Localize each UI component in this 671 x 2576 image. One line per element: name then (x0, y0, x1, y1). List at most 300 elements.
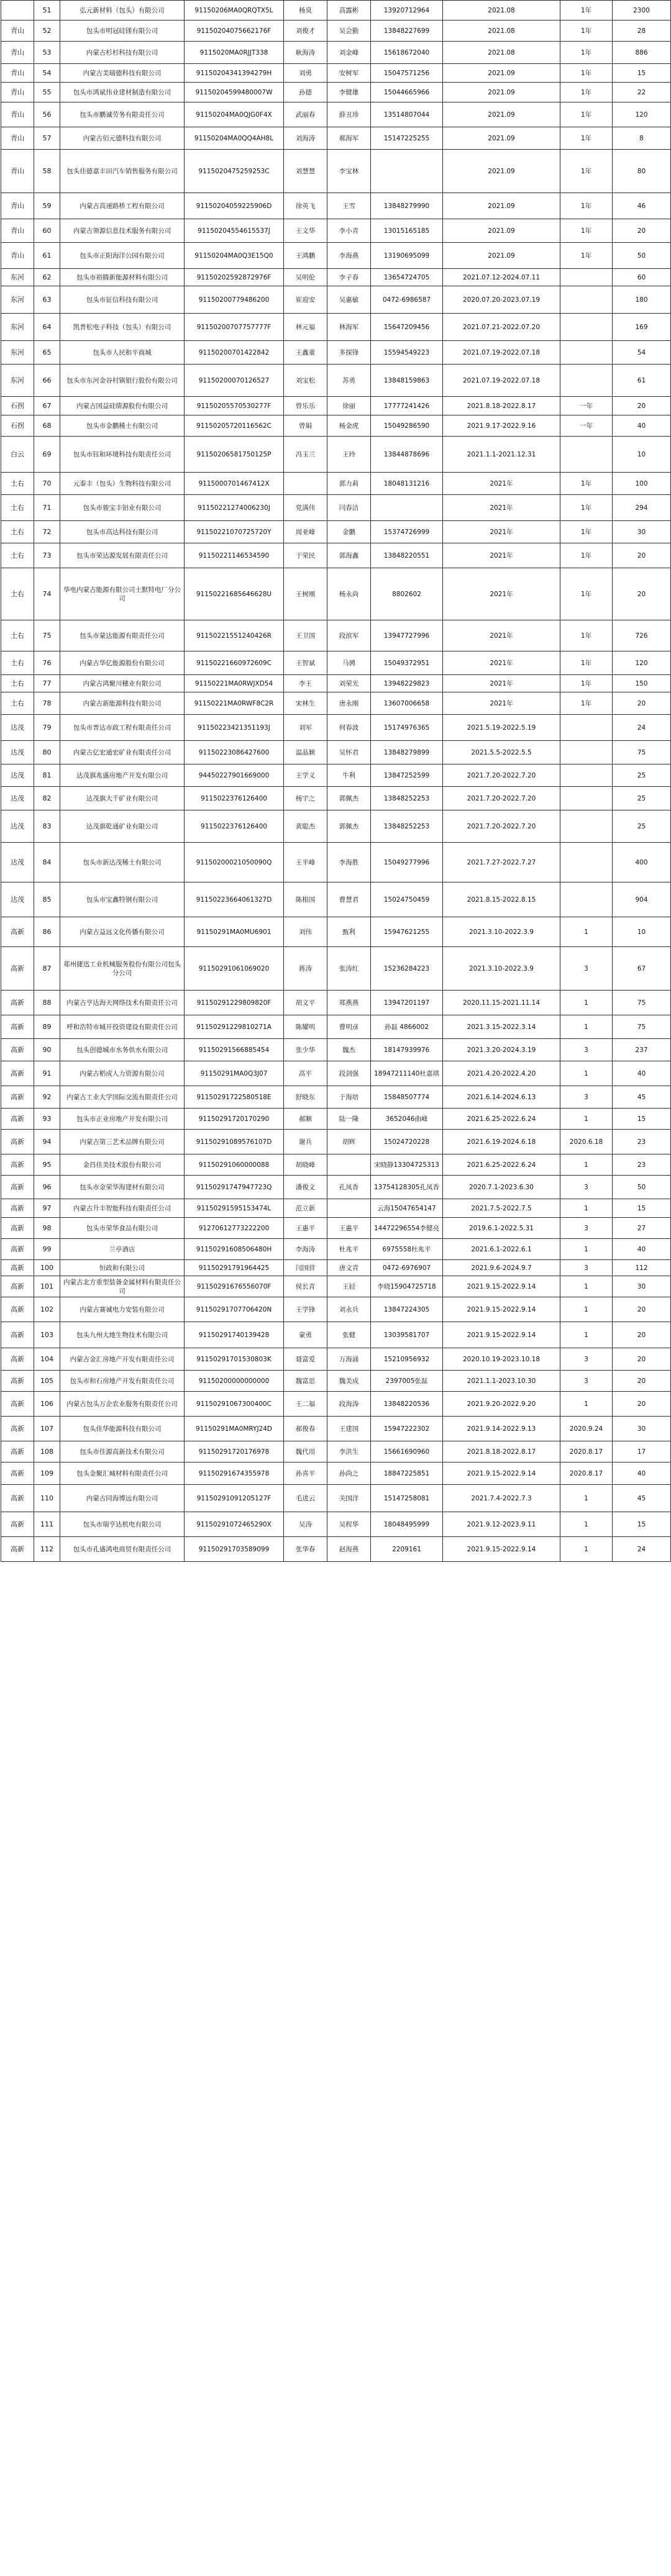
cell-code: 91150221070725720Y (185, 521, 284, 543)
cell-date: 2021.7.20-2022.7.20 (443, 764, 560, 787)
table-row (1, 1392, 671, 1417)
cell-name: 包头市东河金谷村镇银行股份有限公司 (60, 365, 185, 397)
cell-legal: 王二福 (284, 1392, 327, 1417)
cell-no: 60 (34, 219, 60, 243)
cell-area: 土右 (1, 473, 34, 495)
cell-count: 20 (613, 1392, 671, 1417)
cell-date: 2021年 (443, 692, 560, 715)
cell-code: 91150291091205127F (185, 1485, 284, 1512)
cell-name: 包头创德城市水务供水有限公司 (60, 1039, 185, 1061)
cell-code: 91150291720170290 (185, 1109, 284, 1130)
cell-contact: 王玲 (327, 437, 371, 473)
cell-term: 1年 (560, 692, 613, 715)
cell-name: 弘元新材料（包头）有限公司 (60, 1, 185, 20)
cell-legal: 武丽春 (284, 102, 327, 127)
cell-phone: 15618672040 (371, 42, 443, 64)
cell-area: 石拐 (1, 397, 34, 415)
cell-term: 1 (560, 1015, 613, 1039)
cell-date: 2021.07.19-2022.07.18 (443, 365, 560, 397)
cell-code: 91150200701422842 (185, 341, 284, 365)
table-row (1, 1348, 671, 1371)
cell-name: 包头市裕腾新能源材料有限公司 (60, 269, 185, 286)
cell-legal: 高平 (284, 1061, 327, 1086)
cell-area: 高新 (1, 1130, 34, 1154)
cell-no: 72 (34, 521, 60, 543)
cell-no: 108 (34, 1441, 60, 1463)
cell-count: 46 (613, 193, 671, 219)
cell-phone: 15047571256 (371, 64, 443, 83)
cell-no: 96 (34, 1176, 60, 1199)
cell-code: 91150200021050090Q (185, 843, 284, 882)
cell-date: 2020.11.15-2021.11.14 (443, 991, 560, 1015)
cell-count: 27 (613, 1218, 671, 1239)
cell-count: 20 (613, 219, 671, 243)
cell-code: 91150204MA0QJG0F4X (185, 102, 284, 127)
cell-code: 91150291701530803K (185, 1348, 284, 1371)
table-row (1, 715, 671, 741)
cell-count: 20 (613, 1371, 671, 1392)
cell-contact: 马骋 (327, 651, 371, 675)
cell-contact: 李子春 (327, 269, 371, 286)
cell-phone: 13015165185 (371, 219, 443, 243)
cell-area: 青山 (1, 219, 34, 243)
cell-no: 105 (34, 1371, 60, 1392)
cell-contact: 金鹏 (327, 521, 371, 543)
cell-area: 高新 (1, 1154, 34, 1176)
cell-no: 88 (34, 991, 60, 1015)
cell-count: 20 (613, 543, 671, 568)
table-row (1, 127, 671, 150)
cell-date: 2021.3.20-2024.3.19 (443, 1039, 560, 1061)
cell-phone: 15044665966 (371, 83, 443, 102)
cell-count: 45 (613, 1086, 671, 1109)
cell-count: 23 (613, 1154, 671, 1176)
cell-legal: 陈耀明 (284, 1015, 327, 1039)
cell-term: 1年 (560, 83, 613, 102)
cell-contact: 胡辉 (327, 1130, 371, 1154)
cell-date: 2021.9.14-2022.9.13 (443, 1417, 560, 1441)
cell-contact: 郭海鑫 (327, 543, 371, 568)
table-row (1, 286, 671, 314)
data-table (1, 0, 671, 1562)
cell-area: 土右 (1, 620, 34, 651)
cell-area: 高新 (1, 1015, 34, 1039)
cell-phone: 13948229823 (371, 675, 443, 692)
cell-area: 达茂 (1, 787, 34, 810)
table-row (1, 1485, 671, 1512)
cell-date: 2021.7.20-2022.7.20 (443, 810, 560, 843)
cell-legal: 蒙勇 (284, 1322, 327, 1348)
cell-code: 9115020MA0RJJT338 (185, 42, 284, 64)
cell-phone: 15174976365 (371, 715, 443, 741)
cell-phone: 15374726999 (371, 521, 443, 543)
cell-code: 91150221685646628U (185, 568, 284, 620)
cell-phone: 13848279990 (371, 193, 443, 219)
cell-legal: 刘伟 (284, 917, 327, 947)
cell-phone: 13848227699 (371, 20, 443, 42)
cell-name: 包头市金鹏稀土有限公司 (60, 415, 185, 437)
cell-date: 2021.9.15-2022.9.14 (443, 1537, 560, 1562)
cell-count: 15 (613, 1109, 671, 1130)
cell-name: 包头市金荣华海建材有限公司 (60, 1176, 185, 1199)
cell-phone: 孙磊 4866002 (371, 1015, 443, 1039)
table-row (1, 1537, 671, 1562)
cell-name: 金昌佳美技术股份有限公司 (60, 1154, 185, 1176)
cell-code: 91150204MA0Q3E15Q0 (185, 243, 284, 269)
table-row (1, 193, 671, 219)
cell-date: 2021.9.6-2024.9.7 (443, 1260, 560, 1276)
cell-count: 10 (613, 437, 671, 473)
cell-name: 包头市明冠硅镁有限公司 (60, 20, 185, 42)
cell-phone: 18048131216 (371, 473, 443, 495)
cell-phone: 13848279899 (371, 741, 443, 764)
cell-term: 3 (560, 1260, 613, 1276)
cell-count: 237 (613, 1039, 671, 1061)
cell-code: 91150291722580518E (185, 1086, 284, 1109)
cell-term: 一年 (560, 415, 613, 437)
table-row (1, 543, 671, 568)
cell-term: 1年 (560, 543, 613, 568)
cell-term: 2020.8.17 (560, 1463, 613, 1485)
cell-date: 2021.1.1-2021.12.31 (443, 437, 560, 473)
cell-phone: 李晓15904725718 (371, 1276, 443, 1297)
cell-area: 高新 (1, 1239, 34, 1260)
cell-contact: 李海胜 (327, 843, 371, 882)
table-row (1, 415, 671, 437)
cell-date: 2021.8.15-2022.8.15 (443, 882, 560, 917)
cell-area: 高新 (1, 1392, 34, 1417)
table-row (1, 1218, 671, 1239)
cell-date: 2021.5.19-2022.5.19 (443, 715, 560, 741)
cell-contact: 于海培 (327, 1086, 371, 1109)
cell-name: 包头市和石房地产开发有限责任公司 (60, 1371, 185, 1392)
cell-contact: 多探锋 (327, 341, 371, 365)
cell-name: 达茂旗乾通矿业有限公司 (60, 810, 185, 843)
cell-phone: 13514807044 (371, 102, 443, 127)
cell-no: 84 (34, 843, 60, 882)
table-row (1, 1297, 671, 1322)
cell-code: 91270612773222200 (185, 1218, 284, 1239)
cell-code: 91150206581750125P (185, 437, 284, 473)
cell-term: 3 (560, 947, 613, 991)
cell-phone: 宋晓静13304725313 (371, 1154, 443, 1176)
cell-term: 3 (560, 1348, 613, 1371)
cell-legal: 王树刚 (284, 568, 327, 620)
cell-term: 1 (560, 1512, 613, 1537)
cell-contact: 闫春洁 (327, 495, 371, 521)
table-row (1, 42, 671, 64)
cell-legal: 舒晓东 (284, 1086, 327, 1109)
cell-date: 2021年 (443, 620, 560, 651)
cell-code: 91150205570530277F (185, 397, 284, 415)
table-row (1, 1015, 671, 1039)
cell-no: 106 (34, 1392, 60, 1417)
cell-name: 包头市鸿斌伟业建材制造有限公司 (60, 83, 185, 102)
cell-no: 111 (34, 1512, 60, 1537)
cell-count: 40 (613, 1061, 671, 1086)
cell-term: 1年 (560, 473, 613, 495)
cell-term (560, 286, 613, 314)
cell-code: 9115022376126400 (185, 810, 284, 843)
cell-no: 94 (34, 1130, 60, 1154)
cell-code: 91150291703589099 (185, 1537, 284, 1562)
cell-date: 2021年 (443, 675, 560, 692)
cell-no: 87 (34, 947, 60, 991)
cell-area: 高新 (1, 917, 34, 947)
cell-name: 内蒙古第三艺术品牌有限公司 (60, 1130, 185, 1154)
cell-no: 80 (34, 741, 60, 764)
cell-count: 20 (613, 1297, 671, 1322)
cell-count: 15 (613, 1199, 671, 1218)
cell-area: 青山 (1, 150, 34, 193)
cell-legal: 李王 (284, 675, 327, 692)
cell-name: 包头佳德嘉丰田汽车销售服务有限公司 (60, 150, 185, 193)
cell-code: 91150291707706420N (185, 1297, 284, 1322)
cell-date: 2021.07.19-2022.07.18 (443, 341, 560, 365)
cell-legal: 徐英飞 (284, 193, 327, 219)
cell-area: 青山 (1, 83, 34, 102)
cell-contact: 段剑强 (327, 1061, 371, 1086)
cell-area: 青山 (1, 42, 34, 64)
cell-name: 内蒙古金汇房地产开发有限责任公司 (60, 1348, 185, 1371)
cell-phone: 13039581707 (371, 1322, 443, 1348)
cell-legal: 魏富思 (284, 1371, 327, 1392)
cell-date: 2020.7.1-2023.6.30 (443, 1176, 560, 1199)
cell-phone: 13947201197 (371, 991, 443, 1015)
table-row (1, 787, 671, 810)
cell-term: 1 (560, 917, 613, 947)
cell-code: 91150204599480007W (185, 83, 284, 102)
cell-count: 169 (613, 314, 671, 341)
cell-contact: 李海燕 (327, 243, 371, 269)
table-row (1, 764, 671, 787)
cell-legal: 胡晓峰 (284, 1154, 327, 1176)
table-row (1, 1371, 671, 1392)
cell-name: 包头市征信科技有限公司 (60, 286, 185, 314)
cell-term: 1年 (560, 651, 613, 675)
cell-no: 92 (34, 1086, 60, 1109)
cell-contact: 吴程华 (327, 1512, 371, 1537)
cell-contact: 李健雄 (327, 83, 371, 102)
cell-name: 凯普松电子科技（包头）有限公司 (60, 314, 185, 341)
cell-count: 112 (613, 1260, 671, 1276)
cell-contact: 孙尚之 (327, 1463, 371, 1485)
cell-no: 64 (34, 314, 60, 341)
cell-count: 294 (613, 495, 671, 521)
cell-phone: 13847252599 (371, 764, 443, 787)
cell-code: 91150291791964425 (185, 1260, 284, 1276)
cell-area: 白云 (1, 437, 34, 473)
cell-legal: 杨宇之 (284, 787, 327, 810)
table-row (1, 917, 671, 947)
cell-no: 85 (34, 882, 60, 917)
cell-date: 2021.5.5-2022.5.5 (443, 741, 560, 764)
cell-code: 91150204341394279H (185, 64, 284, 83)
cell-name: 包头九州大地生物技术有限公司 (60, 1322, 185, 1348)
cell-no: 81 (34, 764, 60, 787)
cell-legal: 曾乐乐 (284, 397, 327, 415)
cell-term (560, 715, 613, 741)
cell-code: 91150291089576107D (185, 1130, 284, 1154)
cell-count: 120 (613, 102, 671, 127)
table-row (1, 651, 671, 675)
cell-term: 1 (560, 991, 613, 1015)
table-row (1, 243, 671, 269)
cell-no: 101 (34, 1276, 60, 1297)
table-row (1, 1199, 671, 1218)
cell-term: 1年 (560, 243, 613, 269)
cell-count: 75 (613, 991, 671, 1015)
cell-contact: 万海涌 (327, 1348, 371, 1371)
cell-phone: 13754128305孔凤香 (371, 1176, 443, 1199)
cell-area: 东河 (1, 269, 34, 286)
cell-phone: 13947727996 (371, 620, 443, 651)
cell-contact: 吴会勤 (327, 20, 371, 42)
cell-no: 103 (34, 1322, 60, 1348)
table-row (1, 1039, 671, 1061)
cell-term: 2020.6.18 (560, 1130, 613, 1154)
cell-code: 91150291676556070F (185, 1276, 284, 1297)
cell-term: 3 (560, 1039, 613, 1061)
cell-area: 青山 (1, 243, 34, 269)
cell-date: 2021.9.15-2022.9.14 (443, 1322, 560, 1348)
cell-legal: 聂富爱 (284, 1348, 327, 1371)
cell-name: 内蒙古包头万企农业服务有限责任公司 (60, 1392, 185, 1417)
cell-area: 达茂 (1, 764, 34, 787)
cell-area: 高新 (1, 1260, 34, 1276)
cell-area: 东河 (1, 341, 34, 365)
cell-contact: 苏勇 (327, 365, 371, 397)
cell-no: 102 (34, 1297, 60, 1322)
cell-term: 1 (560, 1061, 613, 1086)
cell-term: 1年 (560, 42, 613, 64)
cell-phone: 13844878696 (371, 437, 443, 473)
cell-date: 2021.09 (443, 127, 560, 150)
table-row (1, 620, 671, 651)
cell-date: 2021.7.20-2022.7.20 (443, 787, 560, 810)
cell-area: 青山 (1, 127, 34, 150)
cell-count: 25 (613, 787, 671, 810)
cell-legal: 周亚峰 (284, 521, 327, 543)
cell-no: 67 (34, 397, 60, 415)
cell-no: 54 (34, 64, 60, 83)
cell-phone: 15594549223 (371, 341, 443, 365)
cell-name: 内蒙古鸿聚川穗业有限公司 (60, 675, 185, 692)
cell-name: 包头市正阳海洋公园有限公司 (60, 243, 185, 269)
cell-contact: 吴惠敏 (327, 286, 371, 314)
cell-name: 包头市孔盛鸿电商贸有限责任公司 (60, 1537, 185, 1562)
cell-phone: 2397005张磊 (371, 1371, 443, 1392)
cell-area: 达茂 (1, 741, 34, 764)
table-row (1, 692, 671, 715)
cell-area: 高新 (1, 1199, 34, 1218)
cell-code: 91150223664061327D (185, 882, 284, 917)
cell-legal: 刘海涛 (284, 127, 327, 150)
table-row (1, 1441, 671, 1463)
cell-phone (371, 150, 443, 193)
cell-code: 91150291740139428 (185, 1322, 284, 1348)
table-row (1, 1086, 671, 1109)
cell-legal: 毛进云 (284, 1485, 327, 1512)
cell-count: 60 (613, 269, 671, 286)
cell-contact: 吴怀君 (327, 741, 371, 764)
cell-legal: 王惠平 (284, 1218, 327, 1239)
cell-phone: 15236284223 (371, 947, 443, 991)
cell-term: 2020.8.17 (560, 1441, 613, 1463)
cell-date: 2021年 (443, 521, 560, 543)
cell-no: 71 (34, 495, 60, 521)
cell-term: 1年 (560, 64, 613, 83)
cell-term: 1年 (560, 20, 613, 42)
cell-no: 75 (34, 620, 60, 651)
cell-name: 包头市钰和环境科技有限责任公司 (60, 437, 185, 473)
cell-name: 内蒙古美瑞德科技有限公司 (60, 64, 185, 83)
cell-code: 91150291072465290X (185, 1512, 284, 1537)
cell-code: 94450227901669000 (185, 764, 284, 787)
cell-phone: 13654724705 (371, 269, 443, 286)
cell-code: 91150291720176978 (185, 1441, 284, 1463)
cell-area: 土右 (1, 495, 34, 521)
cell-term: 1年 (560, 620, 613, 651)
cell-legal: 王平峰 (284, 843, 327, 882)
cell-term: 一年 (560, 397, 613, 415)
cell-term: 1 (560, 1239, 613, 1260)
cell-name: 内蒙古工业大学国际交流有限责任公司 (60, 1086, 185, 1109)
cell-area: 高新 (1, 1441, 34, 1463)
cell-term: 3 (560, 1176, 613, 1199)
cell-no: 51 (34, 1, 60, 20)
cell-contact: 郑燕燕 (327, 991, 371, 1015)
cell-code: 91150291067300400C (185, 1392, 284, 1417)
cell-code: 91150291566885454 (185, 1039, 284, 1061)
cell-legal: 胡文平 (284, 991, 327, 1015)
cell-count: 17 (613, 1441, 671, 1463)
cell-contact: 薛丑珍 (327, 102, 371, 127)
cell-contact: 李小青 (327, 219, 371, 243)
cell-contact: 郭佩杰 (327, 787, 371, 810)
cell-contact: 张健 (327, 1322, 371, 1348)
cell-name: 内蒙古华亿能源股份有限公司 (60, 651, 185, 675)
cell-count: 15 (613, 64, 671, 83)
cell-area: 高新 (1, 1485, 34, 1512)
cell-legal: 潘俊文 (284, 1176, 327, 1199)
cell-phone: 15049286590 (371, 415, 443, 437)
table-row (1, 1176, 671, 1199)
cell-area: 高新 (1, 1039, 34, 1061)
cell-contact: 魏美成 (327, 1371, 371, 1392)
cell-legal: 孙德 (284, 83, 327, 102)
cell-contact (327, 1154, 371, 1176)
cell-code: 91150291608506480H (185, 1239, 284, 1260)
cell-no: 109 (34, 1463, 60, 1485)
cell-count: 100 (613, 473, 671, 495)
cell-legal: 王鸿鹏 (284, 243, 327, 269)
cell-name: 包头市佳源高新技术有限公司 (60, 1441, 185, 1463)
cell-phone: 18048495999 (371, 1512, 443, 1537)
cell-phone: 18847225851 (371, 1463, 443, 1485)
cell-term: 1 (560, 1392, 613, 1417)
cell-no: 55 (34, 83, 60, 102)
cell-contact: 曹明彦 (327, 1015, 371, 1039)
cell-name: 内蒙古新能源科技有限公司 (60, 692, 185, 715)
cell-phone: 8802602 (371, 568, 443, 620)
cell-legal: 吴涛 (284, 1512, 327, 1537)
cell-date: 2021.09 (443, 102, 560, 127)
cell-phone: 15947621255 (371, 917, 443, 947)
cell-no: 68 (34, 415, 60, 437)
cell-count: 54 (613, 341, 671, 365)
table-row (1, 1260, 671, 1276)
